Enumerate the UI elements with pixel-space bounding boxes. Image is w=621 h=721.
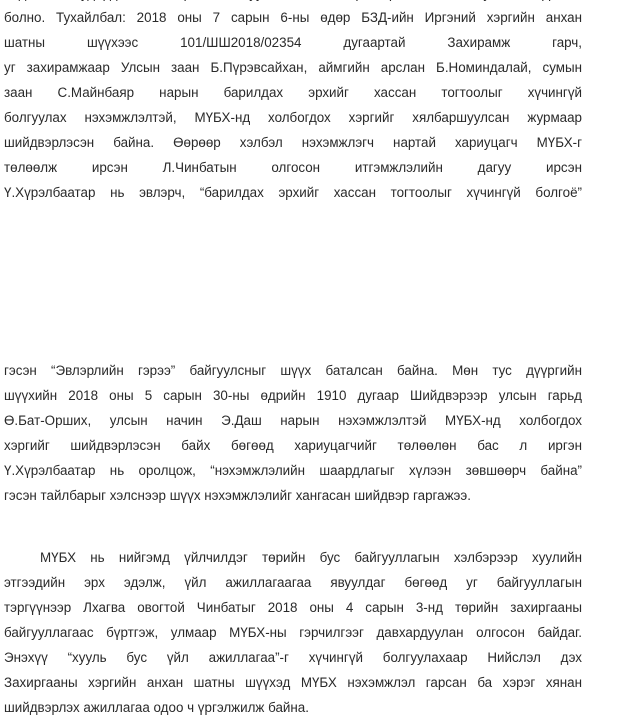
text-line: төлөөлж ирсэн Л.Чинбатын олгосон итгэмжлэлийн дагуу ирсэн	[4, 160, 582, 175]
text-line: Ө.Бат-Орших, улсын начин Э.Даш нарын нэхэмжлэлтэй МҮБХ-нд холбогдох	[4, 413, 582, 428]
text-line: шийдвэрлэсэн байна. Өөрөөр хэлбэл нэхэмжлэгч нартай хариуцагч МҮБХ-г	[4, 135, 582, 150]
text-line: гэсэн тайлбарыг хэлснээр шүүх нэхэмжлэлийг хангасан шийдвэр гаргажээ.	[4, 488, 471, 503]
text-line: этгээдийн эрх эдэлж, үйл ажиллагаагаа явуулдаг бөгөөд уг байгууллагын	[4, 575, 582, 590]
text-line: Ү.Хүрэлбаатар нь эвлэрч, “барилдах эрхийг хассан тогтоолыг хүчингүй болгоё”	[4, 185, 582, 200]
paragraph-2	[4, 358, 582, 508]
text-line: болгуулах нэхэмжлэлтэй, МҮБХ-нд холбогдох хэргийг хялбаршуулсан журмаар	[4, 110, 582, 125]
text-line: болно. Тухайлбал: 2018 оны 7 сарын 6-ны өдөр БЗД-ийн Иргэний хэргийн анхан	[4, 10, 582, 25]
paragraph-1	[4, 5, 582, 205]
text-line: уг захирамжаар Улсын заан Б.Пүрэвсайхан, аймгийн арслан Б.Номиндалай, сумын	[4, 60, 582, 75]
text-line: Захиргааны хэргийн анхан шатны шүүхэд МҮБХ нэхэмжлэл гарсан ба хэрэг хянан	[4, 675, 582, 690]
text-line: байгууллагаас бүртгэж, улмаар МҮБХ-ны гэрчилгээг давхардуулан олгосон байдаг.	[4, 625, 582, 640]
text-line: МҮБХ нь нийгэмд үйлчилдэг төрийн бус байгууллагын хэлбэрээр хуулийн	[40, 550, 582, 565]
text-line: заан С.Майнбаяр нарын барилдах эрхийг хассан тогтоолыг хүчингүй	[4, 85, 582, 100]
text-line: Ү.Хүрэлбаатар нь оролцож, “нэхэмжлэлийн шаардлагыг хүлээн зөвшөөрч байна”	[4, 463, 582, 478]
text-line: шатны шүүхээс 101/ШШ2018/02354 дугаартай Захирамж гарч,	[4, 35, 582, 50]
text-line: гэсэн “Эвлэрлийн гэрээ” байгуулсныг шүүх баталсан байна. Мөн тус дүүргийн	[4, 363, 582, 378]
text-line: Энэхүү “хууль бус үйл ажиллагаа”-г хүчингүй болгуулахаар Нийслэл дэх	[4, 650, 582, 665]
text-line: тэргүүнээр Лхагва овогтой Чинбатыг 2018 оны 4 сарын 3-нд төрийн захиргааны	[4, 600, 582, 615]
text-line: хэргийг шийдвэрлэсэн байх бөгөөд хариуцагчийг төлөөлөн бас л иргэн	[4, 438, 582, 453]
text-line: шүүхийн 2018 оны 5 сарын 30-ны өдрийн 1910 дугаар Шийдвэрээр улсын гарьд	[4, 388, 582, 403]
paragraph-3	[4, 545, 582, 720]
text-line: шийдвэрлэх ажиллагаа одоо ч үргэлжилж байна.	[4, 700, 309, 715]
